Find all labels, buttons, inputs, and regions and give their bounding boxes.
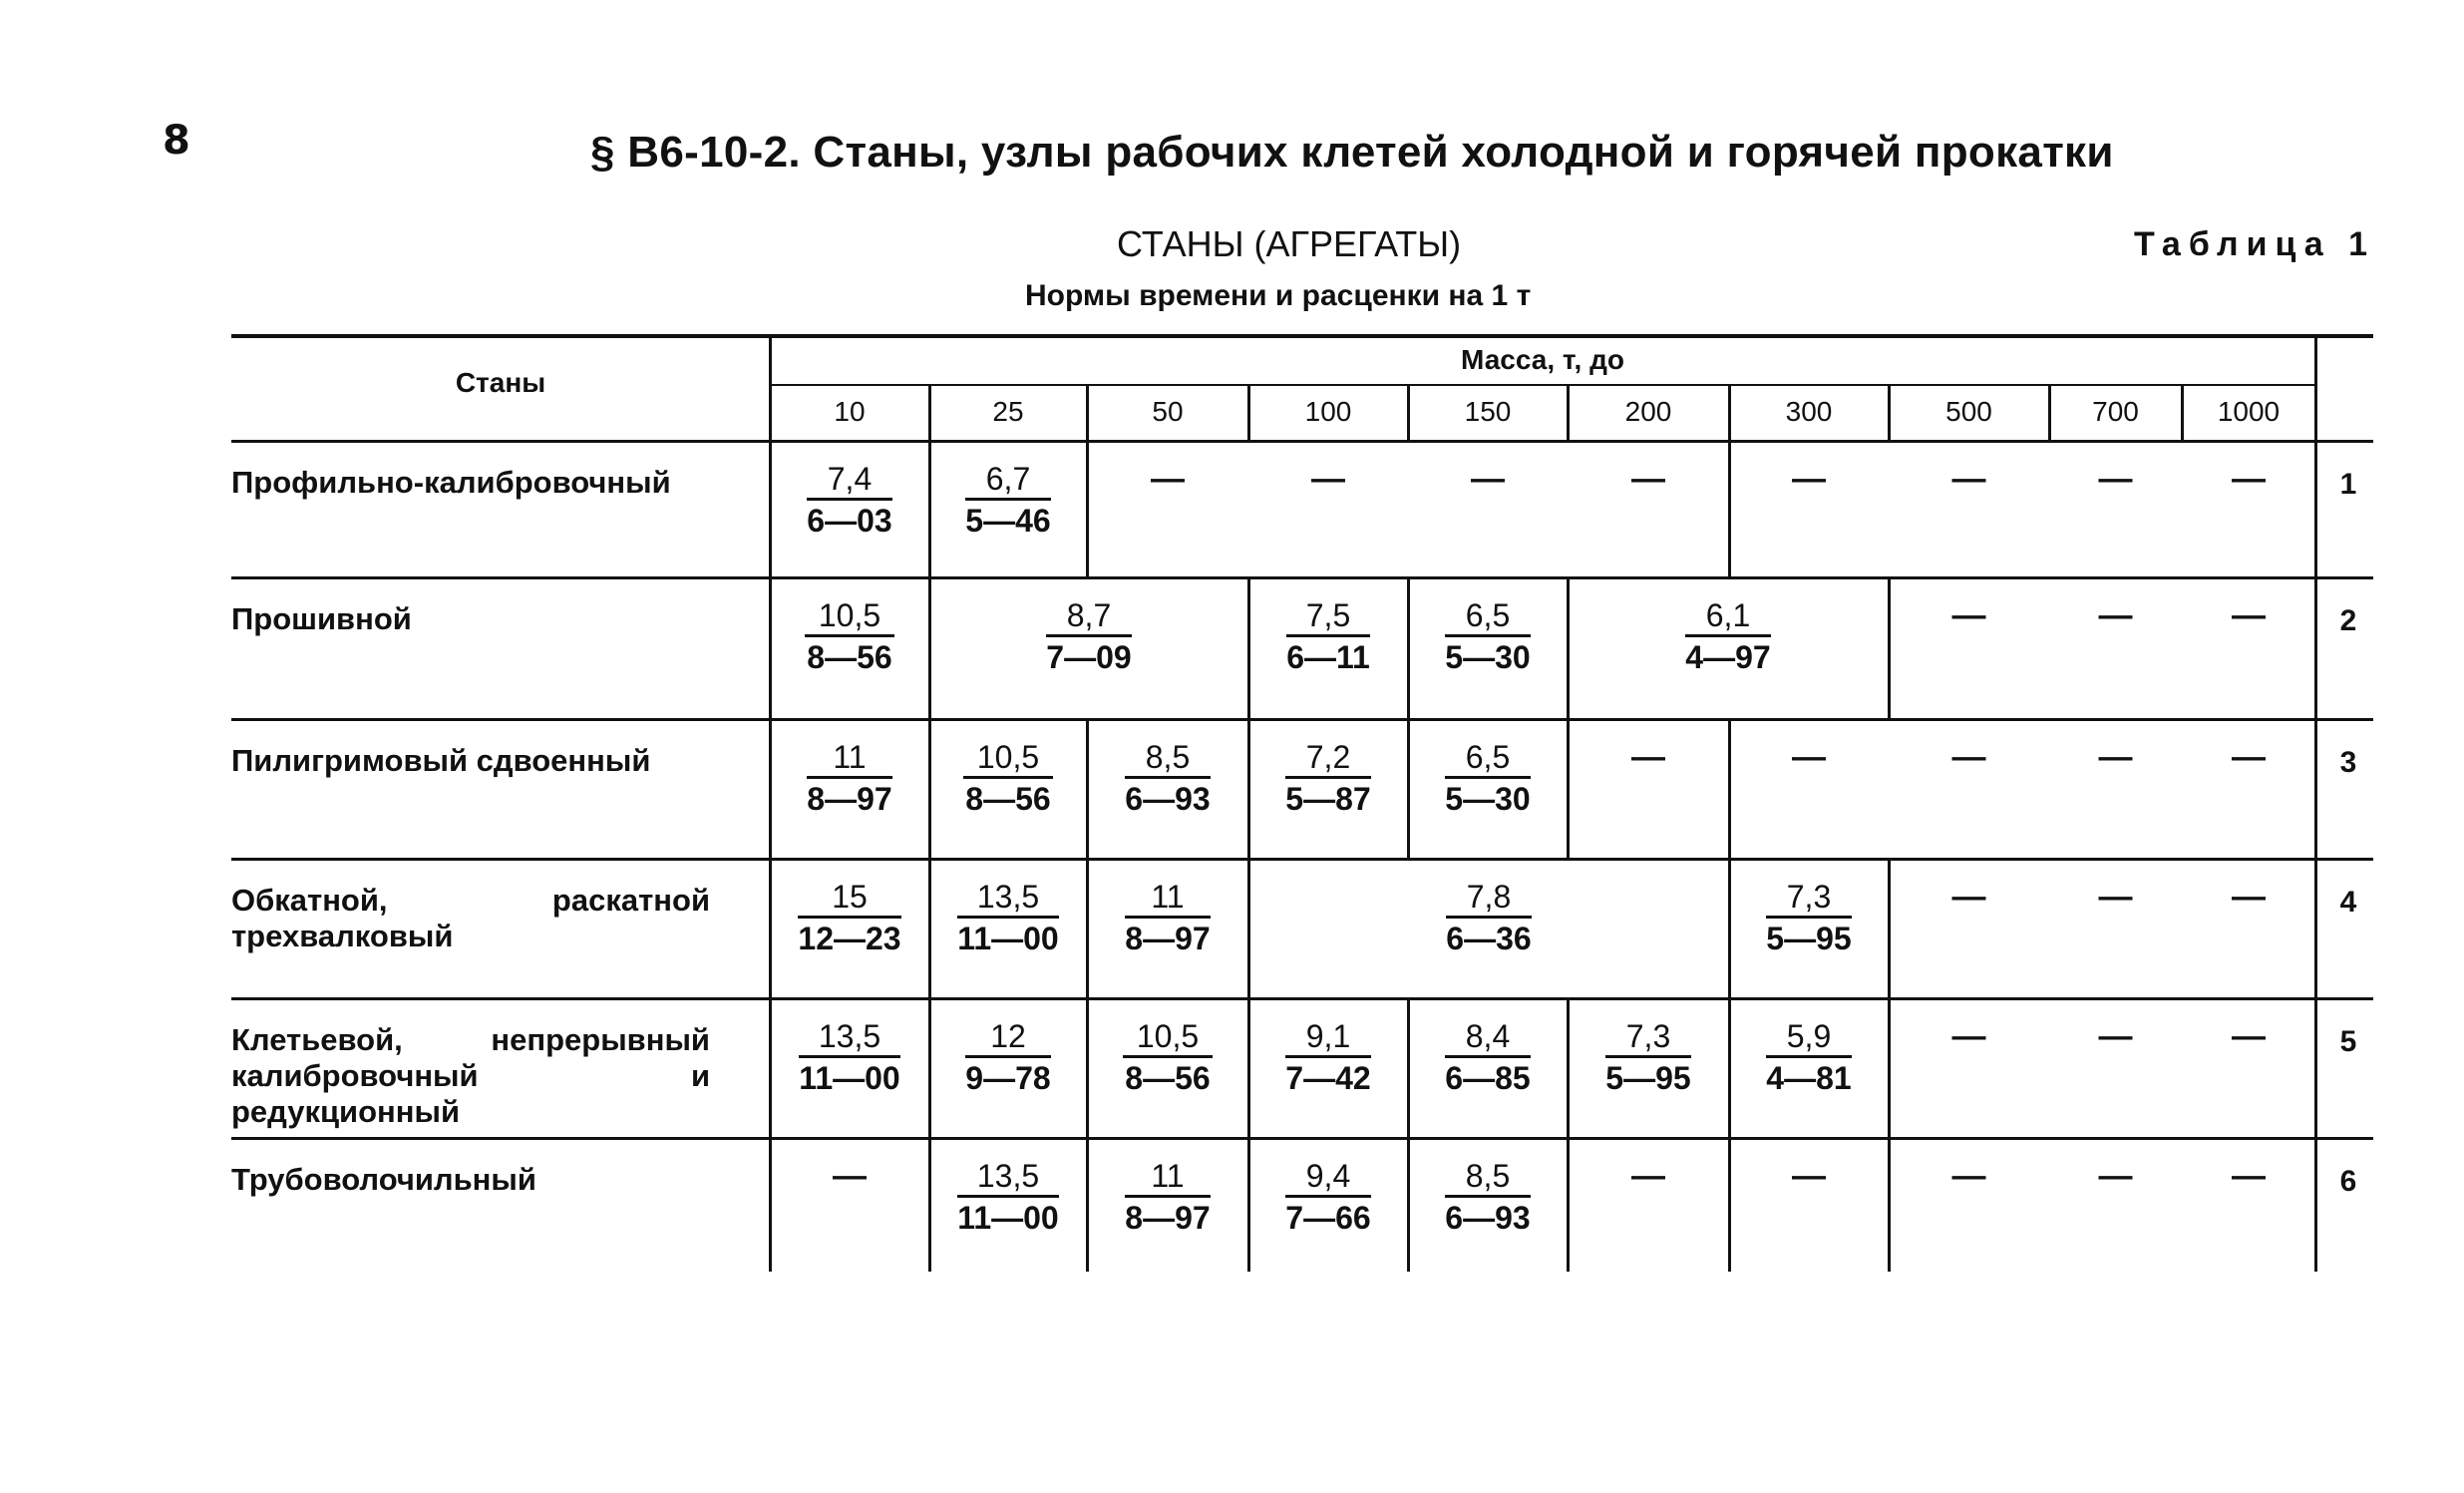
time-norm-value: 5,9	[1766, 1017, 1851, 1058]
rate-value: 8—56	[965, 781, 1051, 817]
table-cell	[770, 460, 929, 541]
empty-value-dash: —	[2098, 1157, 2133, 1195]
empty-value-dash: —	[2098, 460, 2133, 498]
table-cell	[1248, 1157, 1408, 1238]
mill-name: Профильно-калибровочный	[231, 465, 671, 500]
header-bottom-rule	[231, 440, 2373, 443]
time-norm-value: 8,5	[1125, 738, 1210, 779]
mass-group-header: Масса, т, до	[1461, 344, 1624, 375]
time-norm-value: 7,3	[1605, 1017, 1690, 1058]
rate-value: 5—46	[965, 503, 1051, 539]
table-cell	[1087, 1017, 1248, 1098]
table-cell	[1568, 460, 1729, 499]
rate-value: 6—03	[807, 503, 892, 539]
rate-value: 8—56	[1125, 1060, 1211, 1096]
table-subtitle: СТАНЫ (АГРЕГАТЫ)	[1117, 223, 1462, 264]
time-norm-value: 13,5	[799, 1017, 899, 1058]
rate-value: 9—78	[965, 1060, 1051, 1096]
empty-value-dash: —	[2232, 1157, 2266, 1195]
time-norm-value: 6,5	[1445, 596, 1530, 637]
mass-column-header: 300	[1785, 396, 1833, 427]
rate-value: 5—95	[1766, 921, 1852, 956]
norm-rate-fraction	[805, 596, 894, 677]
norm-rate-fraction	[957, 878, 1058, 958]
table-cell	[2049, 878, 2182, 917]
row-number: 2	[2339, 604, 2357, 637]
norm-rate-fraction	[1445, 738, 1530, 819]
table-cell	[1889, 1157, 2049, 1196]
time-norm-value: 11	[807, 738, 891, 779]
mill-name: Пилигримовый сдвоенный	[231, 743, 651, 778]
time-norm-value: 13,5	[957, 1157, 1058, 1198]
time-norm-value: 9,4	[1285, 1157, 1370, 1198]
row-number: 4	[2339, 886, 2357, 919]
table-cell	[770, 738, 929, 819]
table-cell	[2182, 460, 2315, 499]
empty-value-dash: —	[2098, 596, 2133, 634]
table-cell	[770, 596, 929, 677]
table-cell	[1729, 878, 1889, 958]
norm-rate-fraction	[1445, 596, 1530, 677]
rate-value: 4—97	[1685, 639, 1771, 675]
empty-value-dash: —	[1151, 460, 1185, 498]
time-norm-value: 13,5	[957, 878, 1058, 919]
empty-value-dash: —	[1471, 460, 1505, 498]
norm-rate-fraction	[1685, 596, 1770, 677]
table-cell	[929, 878, 1087, 958]
row-separator	[231, 1137, 2373, 1140]
row-number: 1	[2339, 468, 2357, 501]
norm-rate-fraction	[798, 878, 900, 958]
norm-rate-fraction	[807, 738, 891, 819]
rate-value: 11—00	[799, 1060, 900, 1096]
time-norm-value: 8,4	[1445, 1017, 1530, 1058]
mill-name: Трубоволочильный	[231, 1162, 536, 1197]
table-cell	[1729, 738, 1889, 777]
empty-value-dash: —	[1951, 1017, 1986, 1055]
row-number: 3	[2339, 746, 2357, 779]
rate-value: 7—09	[1046, 639, 1132, 675]
empty-value-dash: —	[2232, 878, 2266, 916]
norm-rate-fraction	[1446, 878, 1531, 958]
rate-value: 7—66	[1285, 1200, 1371, 1236]
table-cell	[929, 1017, 1087, 1098]
table-cell	[1087, 878, 1248, 958]
rate-value: 4—81	[1766, 1060, 1852, 1096]
empty-value-dash: —	[1792, 738, 1826, 776]
table-cell	[770, 1017, 929, 1098]
norm-rate-fraction	[1445, 1157, 1530, 1238]
rate-value: 5—95	[1605, 1060, 1691, 1096]
mass-column-header: 100	[1304, 396, 1352, 427]
table-cell	[1248, 878, 1729, 958]
time-norm-value: 7,3	[1766, 878, 1851, 919]
norm-rate-fraction	[963, 738, 1053, 819]
table-cell	[1248, 460, 1408, 499]
time-norm-value: 6,5	[1445, 738, 1530, 779]
table-cell	[2049, 596, 2182, 635]
table-cell	[1889, 1017, 2049, 1056]
time-norm-value: 9,1	[1285, 1017, 1370, 1058]
empty-value-dash: —	[2098, 878, 2133, 916]
mass-column-header: 50	[1152, 396, 1184, 427]
rate-value: 8—56	[807, 639, 892, 675]
table-cell	[1408, 1017, 1568, 1098]
table-caption: Нормы времени и расценки на 1 т	[1025, 279, 1532, 312]
mass-column-header: 700	[2092, 396, 2139, 427]
table-cell	[2182, 1017, 2315, 1056]
empty-value-dash: —	[2098, 738, 2133, 776]
table-cell	[1248, 596, 1408, 677]
row-separator	[231, 718, 2373, 721]
row-number: 6	[2339, 1165, 2357, 1198]
norm-rate-fraction	[1285, 738, 1370, 819]
table-number-label: Таблица 1	[2134, 225, 2376, 263]
time-norm-value: 8,7	[1046, 596, 1131, 637]
empty-value-dash: —	[1631, 1157, 1665, 1195]
mass-column-header: 200	[1624, 396, 1672, 427]
norm-rate-fraction	[1605, 1017, 1690, 1098]
time-norm-value: 11	[1125, 878, 1210, 919]
empty-value-dash: —	[2232, 460, 2266, 498]
empty-value-dash: —	[2232, 596, 2266, 634]
mill-name: Обкатной, раскатной трехвалковый	[231, 883, 710, 953]
table-cell	[1889, 460, 2049, 499]
time-norm-value: 11	[1125, 1157, 1210, 1198]
empty-value-dash: —	[1311, 460, 1345, 498]
norm-rate-fraction	[1285, 1017, 1370, 1098]
mill-name: Клетьевой, непрерывный калибровочный и редукционный	[231, 1022, 710, 1129]
norm-rate-fraction	[965, 460, 1050, 541]
table-cell	[1729, 460, 1889, 499]
rate-value: 11—00	[957, 921, 1059, 956]
norm-rate-fraction	[799, 1017, 899, 1098]
table-cell	[1568, 738, 1729, 777]
rate-value: 8—97	[1125, 921, 1211, 956]
empty-value-dash: —	[1951, 460, 1986, 498]
norm-rate-fraction	[1125, 878, 1210, 958]
mass-header-rule	[770, 384, 2315, 386]
rate-value: 5—30	[1445, 639, 1531, 675]
table-cell	[2049, 738, 2182, 777]
empty-value-dash: —	[1631, 738, 1665, 776]
table-cell	[1568, 596, 1889, 677]
table-cell	[2182, 878, 2315, 917]
norm-rate-fraction	[957, 1157, 1058, 1238]
mass-column-header: 25	[992, 396, 1024, 427]
table-top-rule	[231, 334, 2373, 338]
empty-value-dash: —	[1951, 738, 1986, 776]
time-norm-value: 7,8	[1446, 878, 1531, 919]
norm-rate-fraction	[965, 1017, 1050, 1098]
rate-value: 11—00	[957, 1200, 1059, 1236]
mass-column-header: 10	[834, 396, 866, 427]
table-cell	[1248, 738, 1408, 819]
mass-column-header: 150	[1464, 396, 1512, 427]
rate-value: 5—30	[1445, 781, 1531, 817]
table-cell	[1568, 1017, 1729, 1098]
rate-value: 12—23	[798, 921, 901, 956]
empty-value-dash: —	[1792, 460, 1826, 498]
norm-rate-fraction	[807, 460, 891, 541]
empty-value-dash: —	[2232, 1017, 2266, 1055]
empty-value-dash: —	[2232, 738, 2266, 776]
time-norm-value: 7,4	[807, 460, 891, 501]
time-norm-value: 7,2	[1285, 738, 1370, 779]
table-cell	[2182, 1157, 2315, 1196]
table-cell	[1408, 460, 1568, 499]
table-cell	[770, 878, 929, 958]
table-cell	[770, 1157, 929, 1196]
mass-column-header: 500	[1945, 396, 1992, 427]
empty-value-dash: —	[1631, 460, 1665, 498]
empty-value-dash: —	[1951, 878, 1986, 916]
table-cell	[1087, 460, 1248, 499]
table-cell	[929, 596, 1248, 677]
empty-value-dash: —	[1951, 1157, 1986, 1195]
empty-value-dash: —	[2098, 1017, 2133, 1055]
row-separator	[231, 997, 2373, 1000]
row-separator	[231, 858, 2373, 861]
norm-rate-fraction	[1125, 1157, 1210, 1238]
table-cell	[1087, 738, 1248, 819]
norm-rate-fraction	[1286, 596, 1370, 677]
table-cell	[1408, 738, 1568, 819]
norm-rate-fraction	[1046, 596, 1131, 677]
empty-value-dash: —	[1792, 1157, 1826, 1195]
norm-rate-fraction	[1766, 878, 1851, 958]
time-norm-value: 6,1	[1685, 596, 1770, 637]
page-number: 8	[163, 118, 190, 164]
mill-name: Прошивной	[231, 601, 412, 636]
norm-rate-fraction	[1445, 1017, 1530, 1098]
table-cell	[1408, 596, 1568, 677]
time-norm-value: 10,5	[805, 596, 894, 637]
empty-value-dash: —	[1951, 596, 1986, 634]
table-cell	[1889, 878, 2049, 917]
table-cell	[1087, 1157, 1248, 1238]
rate-value: 6—93	[1125, 781, 1211, 817]
table-cell	[2049, 1017, 2182, 1056]
rate-value: 5—87	[1285, 781, 1371, 817]
time-norm-value: 10,5	[963, 738, 1053, 779]
time-norm-value: 10,5	[1123, 1017, 1213, 1058]
time-norm-value: 12	[965, 1017, 1050, 1058]
table-cell	[1889, 738, 2049, 777]
rate-value: 7—42	[1285, 1060, 1371, 1096]
rate-value: 6—11	[1286, 639, 1370, 675]
norm-rate-fraction	[1123, 1017, 1213, 1098]
rate-value: 8—97	[1125, 1200, 1211, 1236]
empty-value-dash: —	[833, 1157, 867, 1195]
rate-value: 8—97	[807, 781, 892, 817]
rate-value: 6—93	[1445, 1200, 1531, 1236]
time-norm-value: 8,5	[1445, 1157, 1530, 1198]
norm-rate-fraction	[1766, 1017, 1851, 1098]
row-number: 5	[2339, 1025, 2357, 1058]
row-separator	[231, 576, 2373, 579]
norm-rate-fraction	[1125, 738, 1210, 819]
mass-column-header: 1000	[2217, 396, 2281, 427]
mills-column-header: Станы	[455, 367, 546, 398]
time-norm-value: 6,7	[965, 460, 1050, 501]
table-cell	[929, 460, 1087, 541]
table-cell	[929, 1157, 1087, 1238]
rate-value: 6—36	[1446, 921, 1532, 956]
table-cell	[2049, 460, 2182, 499]
section-title: § В6-10-2. Станы, узлы рабочих клетей холодной и горячей прокатки	[590, 128, 2114, 177]
table-cell	[2049, 1157, 2182, 1196]
time-norm-value: 15	[798, 878, 900, 919]
table-cell	[2182, 738, 2315, 777]
table-cell	[2182, 596, 2315, 635]
table-cell	[1568, 1157, 1729, 1196]
table-cell	[929, 738, 1087, 819]
norm-rate-fraction	[1285, 1157, 1370, 1238]
table-cell	[1729, 1157, 1889, 1196]
table-cell	[1729, 1017, 1889, 1098]
rate-value: 6—85	[1445, 1060, 1531, 1096]
table-cell	[1248, 1017, 1408, 1098]
time-norm-value: 7,5	[1286, 596, 1370, 637]
table-cell	[1889, 596, 2049, 635]
table-cell	[1408, 1157, 1568, 1238]
